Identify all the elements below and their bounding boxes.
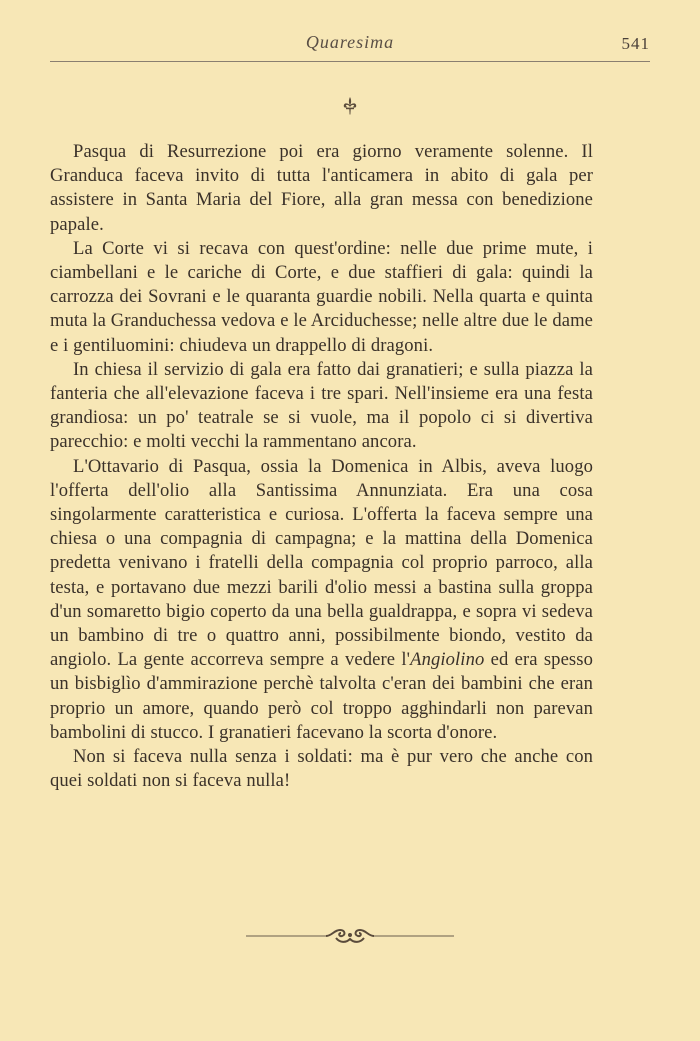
emphasized-word: Angiolino [410, 649, 485, 671]
running-title: Quaresima [305, 32, 395, 52]
tailpiece-scroll-icon [0, 924, 700, 953]
page-number: 541 [621, 34, 650, 53]
paragraph-text: La Corte vi si recava con quest'ordine: nelle due prime mute, i ciambellani e le cariche di Corte, e due staffieri di gala: quindi la carrozza dei Sovrani e le quaranta guardie nobili. Nella quarta e quinta muta la Granduchessa vedova e le Arciduchesse; nelle altre due le dame e i gentiluomini: chiudeva un drappello di dragoni. [50, 237, 593, 356]
paragraph-text: Non si faceva nulla senza i soldati: ma è pur vero che anche con quei soldati non si faceva nulla! [50, 746, 593, 792]
paragraph-text: ed era spesso un bisbiglìo d'ammirazione perchè talvolta c'eran dei bambini che eran proprio un amore, quando però col troppo agghindarli non parevan bambolini di stucco. I granatieri facevano la scorta d'onore. [50, 649, 593, 743]
paragraph-text: L'Ottavario di Pasqua, ossia la Domenica in Albis, aveva luogo l'offerta dell'olio alla Santissima Annunziata. Era una cosa singolarmente caratteristica e curiosa. L'offerta la faceva sempre una chiesa o una compagnia di campagna; e la mattina della Domenica predetta venivano i fratelli della compagnia col proprio parroco, alla testa, e portavano due mezzi barili d'olio messi a bastina sulla groppa d'un somaretto bigio coperto da una bella gualdrappa, e sopra vi sedeva un bambino di tre o quattro anni, possibilmente biondo, vestito da angiolo. La gente accorreva sempre a vedere l' [50, 455, 593, 671]
paragraph-text: In chiesa il servizio di gala era fatto dai granatieri; e sulla piazza la fanteria che all'elevazione faceva i tre spari. Nell'insieme era una festa grandiosa: un po' teatrale se si vuole, ma il popolo ci si divertiva parecchio: e molti vecchi la rammentano ancora. [50, 358, 593, 453]
running-header [50, 28, 650, 62]
body-text [50, 140, 593, 793]
header-rule [50, 61, 650, 62]
fleur-de-lis-icon [0, 96, 700, 121]
paragraph-text: Pasqua di Resurrezione poi era giorno veramente solenne. Il Granduca faceva invito di tutta l'anticamera in abito di gala per assistere in Santa Maria del Fiore, alla gran messa con benedizione papale. [50, 141, 593, 235]
paragraph [50, 140, 593, 237]
paragraph [50, 237, 593, 358]
paragraph [50, 455, 593, 745]
paragraph [50, 745, 593, 793]
paragraph [50, 358, 593, 455]
